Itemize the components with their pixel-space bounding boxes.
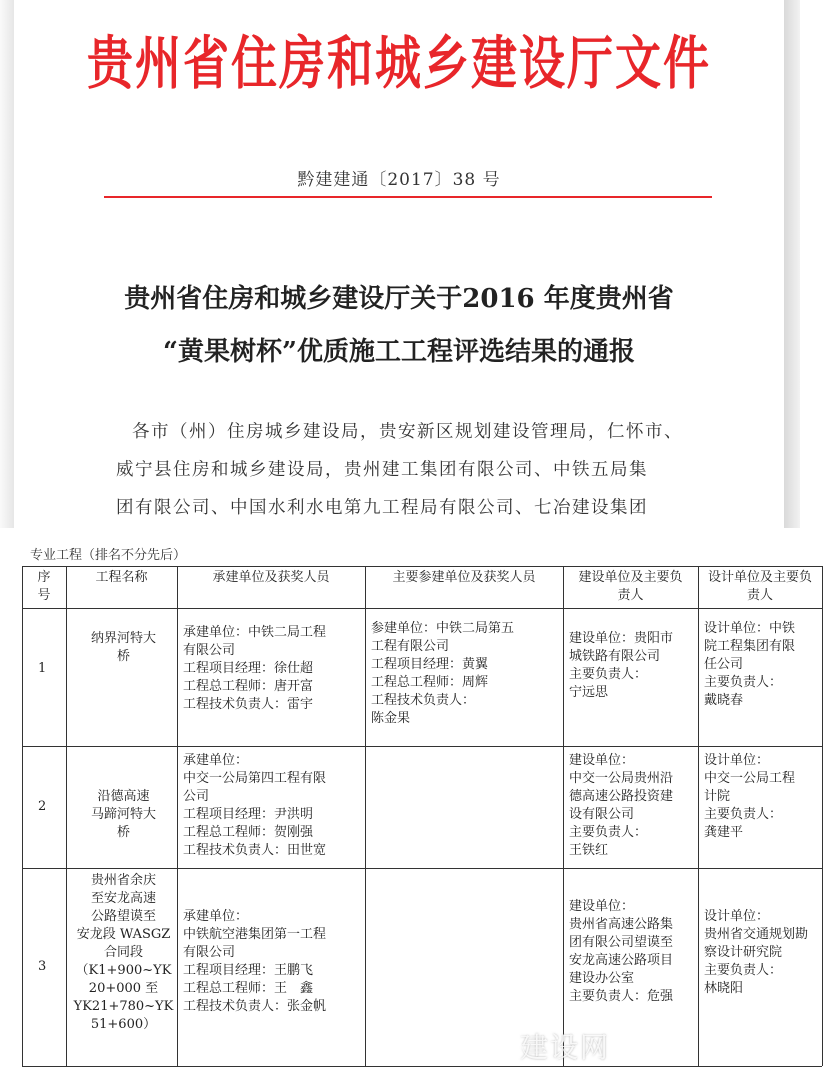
cell-project-name: 沿德高速 马蹄河特大 桥: [90, 789, 156, 840]
cell-project-name: 纳界河特大 桥: [90, 631, 156, 664]
cell-participant: 参建单位：中铁二局第五 工程有限公司 工程项目经理：黄翼 工程总工程师：周辉 工程技术负责人： 陈金果: [371, 621, 515, 726]
watermark: 建设网: [520, 1031, 611, 1064]
document-page-2: [22, 538, 812, 1067]
red-divider: [104, 196, 712, 198]
cell-contractor: 承建单位： 中交一公局第四工程有限 公司 工程项目经理：尹洪明 工程总工程师：贺刚强 工程技术负责人：田世宽: [183, 753, 327, 858]
body-line-1: 各市（州）住房城乡建设局，贵安新区规划建设管理局，仁怀市、: [132, 422, 683, 442]
body-line-3: 团有限公司、中国水利水电第九工程局有限公司、七冶建设集团: [116, 498, 648, 518]
cell-owner: 建设单位： 中交一公局贵州沿 德高速公路投资建 设有限公司 主要负责人： 王铁红: [569, 753, 674, 858]
page-shadow-right: [784, 0, 800, 528]
table-column-rule: [66, 566, 67, 1066]
cell-index: 1: [38, 661, 47, 676]
document-number: 黔建建通〔2017〕38 号: [297, 170, 501, 190]
header-project-name: 工程名称: [95, 570, 148, 585]
body-line-2: 威宁县住房和城乡建设局，贵州建工集团有限公司、中铁五局集: [116, 460, 648, 480]
cell-index: 3: [38, 959, 47, 974]
cell-owner: 建设单位： 贵州省高速公路集 团有限公司望谟至 安龙高速公路项目 建设办公室 主要负责人：危强: [569, 899, 674, 1004]
cell-project-name: 贵州省余庆 至安龙高速 公路望谟至 安龙段 WASGZ 合同段 （K1+900~YK 20+000 至 YK21+780~YK 51+600）: [73, 873, 174, 1032]
table-caption: 专业工程（排名不分先后）: [30, 548, 187, 563]
document-page-1: [14, 0, 784, 528]
header-designer: 设计单位及主要负 责人: [707, 570, 812, 603]
table-row-rule: [22, 746, 822, 747]
table-row-rule: [22, 566, 822, 567]
header-index: 序 号: [37, 570, 51, 603]
cell-designer: 设计单位：中铁 院工程集团有限 任公司 主要负责人： 戴晓春: [704, 621, 796, 708]
header-contractor: 承建单位及获奖人员: [212, 570, 330, 585]
page-shadow-left: [0, 0, 14, 528]
table-row-rule: [22, 608, 822, 609]
table-row-rule: [22, 868, 822, 869]
cell-contractor: 承建单位： 中铁航空港集团第一工程 有限公司 工程项目经理：王鹏飞 工程总工程师：王 鑫 工程技术负责人：张金帆: [183, 909, 327, 1014]
table-column-rule: [177, 566, 178, 1066]
document-title-line-2: “黄果树杯”优质施工工程评选结果的通报: [163, 337, 635, 367]
page-gap: [0, 528, 800, 538]
cell-contractor: 承建单位：中铁二局工程 有限公司 工程项目经理：徐仕超 工程总工程师：唐开富 工程技术负责人：雷宇: [183, 625, 327, 712]
table-column-rule: [22, 566, 23, 1066]
document-title-line-1: 贵州省住房和城乡建设厅关于2016 年度贵州省: [124, 284, 674, 314]
cell-index: 2: [38, 799, 47, 814]
header-participant: 主要参建单位及获奖人员: [392, 570, 536, 585]
header-owner: 建设单位及主要负 责人: [578, 570, 683, 603]
table-column-rule: [698, 566, 699, 1066]
table-column-rule: [365, 566, 366, 1066]
cell-designer: 设计单位： 中交一公局工程 计院 主要负责人： 龚建平: [704, 753, 796, 840]
cell-designer: 设计单位： 贵州省交通规划勘 察设计研究院 主要负责人： 林晓阳: [704, 909, 809, 996]
cell-owner: 建设单位：贵阳市 城铁路有限公司 主要负责人： 宁远思: [569, 631, 674, 700]
table-column-rule: [563, 566, 564, 1066]
document-header-title: 贵州省住房和城乡建设厅文件: [87, 29, 711, 97]
